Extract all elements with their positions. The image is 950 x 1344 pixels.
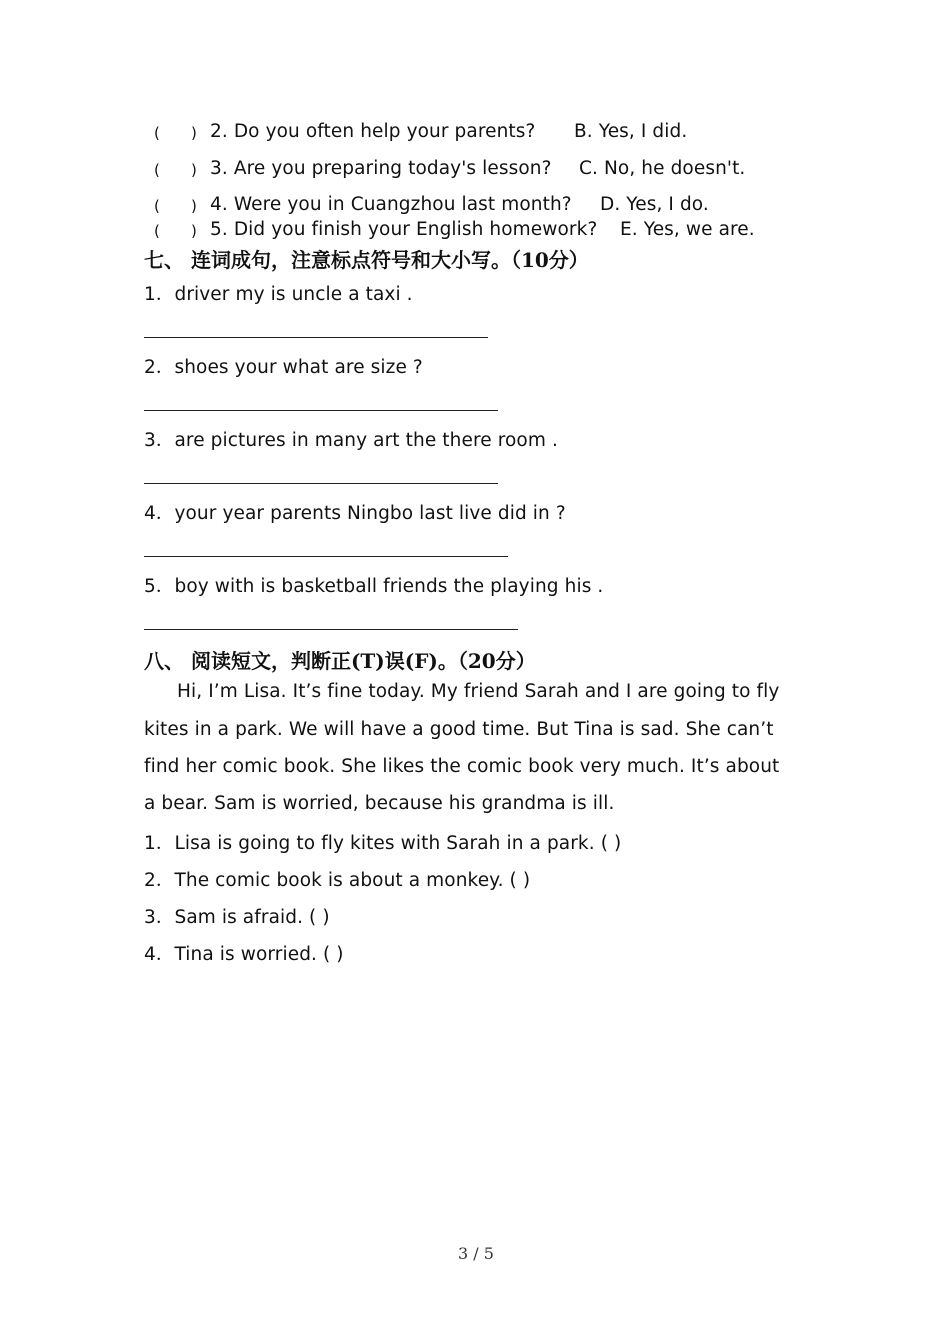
answer-paren-open: (	[154, 161, 160, 179]
passage-line: Hi, I’m Lisa. It’s fine today. My friend Sarah and I are going to fly	[177, 681, 780, 702]
answer-line[interactable]	[144, 629, 518, 630]
answer-paren-close: )	[191, 197, 197, 215]
scrambled-sentence: 1．driver my is uncle a taxi .	[144, 284, 413, 305]
passage-line: a bear. Sam is worried, because his grandma is ill.	[144, 793, 615, 814]
matching-answer: E. Yes, we are.	[620, 219, 755, 240]
answer-line[interactable]	[144, 556, 508, 557]
page-number: 3 / 5	[458, 1244, 494, 1263]
scrambled-sentence: 5．boy with is basketball friends the playing his .	[144, 576, 604, 597]
matching-question: 3. Are you preparing today's lesson?	[210, 158, 552, 179]
scrambled-sentence: 3．are pictures in many art the there room .	[144, 430, 558, 451]
answer-paren-close: )	[191, 222, 197, 240]
matching-question: 4. Were you in Cuangzhou last month?	[210, 194, 572, 215]
answer-line[interactable]	[144, 483, 498, 484]
answer-paren-close: )	[191, 161, 197, 179]
scrambled-sentence: 2．shoes your what are size ?	[144, 357, 423, 378]
answer-paren-close: )	[191, 124, 197, 142]
answer-line[interactable]	[144, 337, 488, 338]
true-false-question: 3．Sam is afraid. ( )	[144, 907, 330, 928]
true-false-question: 4．Tina is worried. ( )	[144, 944, 344, 965]
matching-answer: C. No, he doesn't.	[579, 158, 746, 179]
answer-paren-open: (	[154, 124, 160, 142]
answer-paren-open: (	[154, 222, 160, 240]
scrambled-sentence: 4．your year parents Ningbo last live did in ?	[144, 503, 566, 524]
answer-line[interactable]	[144, 410, 498, 411]
passage-line: find her comic book. She likes the comic book very much. It’s about	[144, 756, 780, 777]
matching-answer: B. Yes, I did.	[574, 121, 688, 142]
section-7-heading: 七、 连词成句，注意标点符号和大小写。（10分）	[144, 248, 589, 272]
matching-question: 2. Do you often help your parents?	[210, 121, 536, 142]
passage-line: kites in a park. We will have a good time. But Tina is sad. She can’t	[144, 719, 774, 740]
true-false-question: 1．Lisa is going to fly kites with Sarah in a park. ( )	[144, 833, 622, 854]
section-8-heading: 八、 阅读短文，判断正(T)误(F)。（20分）	[144, 649, 536, 673]
matching-question: 5. Did you finish your English homework?	[210, 219, 598, 240]
matching-answer: D. Yes, I do.	[600, 194, 709, 215]
true-false-question: 2．The comic book is about a monkey. ( )	[144, 870, 531, 891]
answer-paren-open: (	[154, 197, 160, 215]
